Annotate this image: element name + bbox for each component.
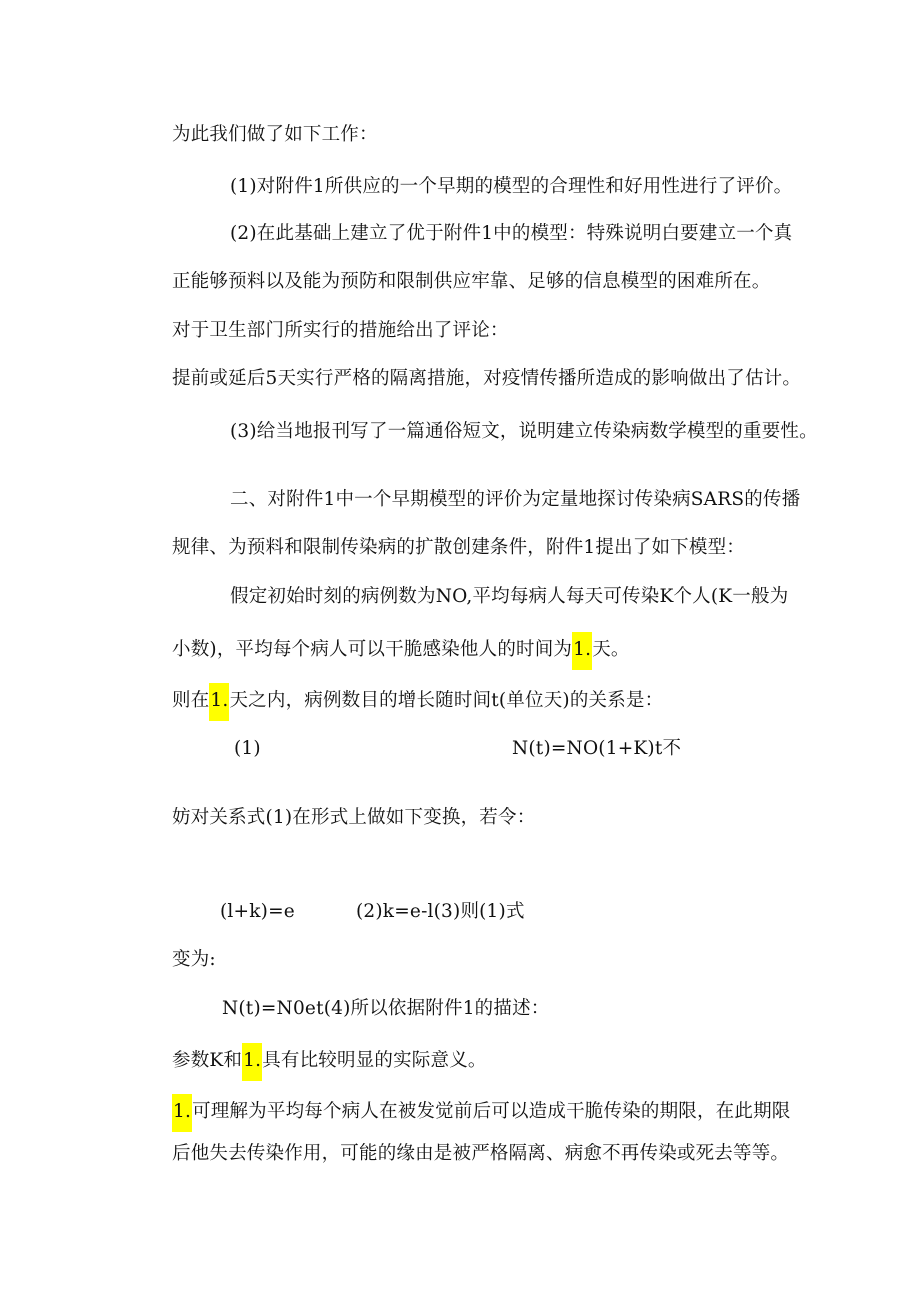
becomes-line: 变为: — [172, 949, 216, 970]
parameter-line-text: 参数K和 — [172, 1050, 243, 1071]
item-1: (1)对附件1所供应的一个早期的模型的合理性和好用性进行了评价。 — [230, 176, 793, 197]
equation-1: N(t)=NO(1+K)t不 — [512, 738, 682, 759]
section-2-line-1: 二、对附件1中一个早期模型的评价为定量地探讨传染病SARS的传播 — [230, 489, 801, 510]
assume-line-2 — [172, 632, 630, 670]
intro-line: 为此我们做了如下工作： — [172, 124, 378, 145]
item-2-line-2: 正能够预料以及能为预防和限制供应牢靠、足够的信息模型的困难所在。 — [172, 271, 771, 292]
parameter-line — [172, 1043, 487, 1081]
equation-2-left: (l+k)=e — [220, 901, 295, 922]
equation-2-right: (2)k=e-l(3)则(1)式 — [356, 901, 525, 922]
equation-1-label: (1) — [234, 738, 261, 759]
transform-line: 妨对关系式(1)在形式上做如下变换，若令： — [172, 807, 536, 828]
highlight-mark: 1. — [572, 632, 592, 670]
within-line-text: 则在 — [172, 690, 210, 711]
section-2-line-2: 规律、为预料和限制传染病的扩散创建条件，附件1提出了如下模型： — [172, 537, 745, 558]
highlight-mark: 1. — [172, 1094, 192, 1132]
explain-line-1-text: 可理解为平均每个病人在被发觉前后可以造成干脆传染的期限，在此期限 — [192, 1101, 791, 1122]
item-3: (3)给当地报刊写了一篇通俗短文，说明建立传染病数学模型的重要性。 — [230, 421, 818, 442]
assume-line-2-text: 小数)，平均每个病人可以干脆感染他人的时间为 — [172, 639, 573, 660]
highlight-mark: 1. — [209, 683, 229, 721]
assume-line-1: 假定初始时刻的病例数为NO,平均每病人每天可传染K个人(K一般为 — [230, 586, 789, 607]
comment-line: 对于卫生部门所实行的措施给出了评论： — [172, 320, 509, 341]
highlight-mark: 1. — [242, 1043, 262, 1081]
assume-line-2-end: 天。 — [592, 639, 630, 660]
estimate-line: 提前或延后5天实行严格的隔离措施，对疫情传播所造成的影响做出了估计。 — [172, 368, 802, 389]
explain-line-1 — [172, 1094, 790, 1132]
item-2-line-1: (2)在此基础上建立了优于附件1中的模型：特殊说明白要建立一个真 — [230, 223, 793, 244]
parameter-line-end: 具有比较明显的实际意义。 — [262, 1050, 487, 1071]
equation-4-line: N(t)=N0et(4)所以依据附件1的描述： — [222, 998, 550, 1019]
within-line — [172, 683, 663, 721]
explain-line-2: 后他失去传染作用，可能的缘由是被严格隔离、病愈不再传染或死去等等。 — [172, 1143, 790, 1164]
within-line-end: 天之内，病例数目的增长随时间t(单位天)的关系是： — [229, 690, 664, 711]
